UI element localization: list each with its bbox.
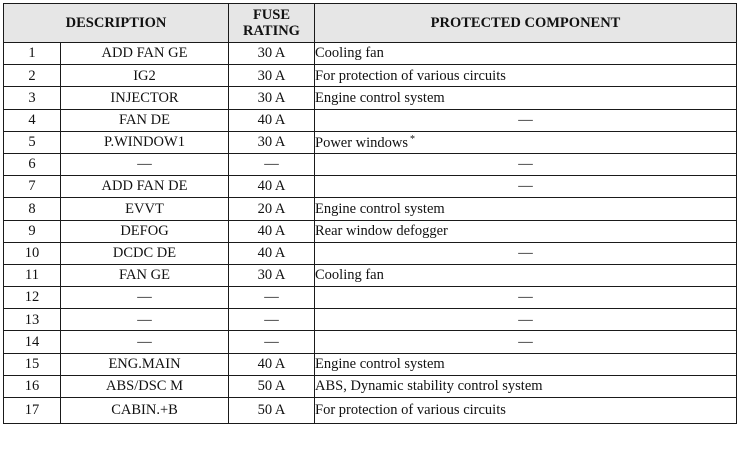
protected-component-cell: [315, 309, 737, 331]
table-row: [4, 176, 737, 198]
fuse-number-cell: 8: [4, 198, 61, 220]
protected-component-cell: [315, 65, 737, 87]
table-row: [4, 220, 737, 242]
protected-component-cell: [315, 220, 737, 242]
protected-component-text: —: [518, 289, 533, 306]
fuse-table: [3, 3, 737, 424]
table-row: [4, 375, 737, 397]
description-cell: —: [61, 331, 229, 353]
fuse-number-cell: 17: [4, 398, 61, 424]
protected-component-text: —: [518, 111, 533, 128]
protected-component-text: —: [518, 333, 533, 350]
protected-component-cell: [315, 287, 737, 309]
table-row: [4, 242, 737, 264]
fuse-rating-cell: 40 A: [229, 109, 315, 131]
fuse-rating-cell: —: [229, 309, 315, 331]
header-fuse-rating: [229, 4, 315, 43]
protected-component-text: Rear window defogger: [315, 222, 448, 239]
description-cell: —: [61, 153, 229, 175]
table-row: [4, 131, 737, 153]
table-row: [4, 287, 737, 309]
fuse-rating-cell: 40 A: [229, 176, 315, 198]
protected-component-cell: [315, 198, 737, 220]
fuse-rating-cell: 50 A: [229, 398, 315, 424]
protected-component-cell: [315, 131, 737, 153]
protected-component-cell: [315, 331, 737, 353]
fuse-rating-cell: 50 A: [229, 375, 315, 397]
protected-component-text: Engine control system: [315, 89, 445, 106]
fuse-number-cell: 7: [4, 176, 61, 198]
protected-component-cell: [315, 109, 737, 131]
fuse-number-cell: 14: [4, 331, 61, 353]
table-row: [4, 153, 737, 175]
protected-component-text: Power windows: [315, 134, 409, 151]
fuse-rating-cell: —: [229, 287, 315, 309]
table-row: [4, 109, 737, 131]
fuse-rating-cell: 30 A: [229, 65, 315, 87]
protected-component-text: For protection of various circuits: [315, 402, 506, 419]
table-row: [4, 398, 737, 424]
fuse-rating-cell: 30 A: [229, 131, 315, 153]
table-body: [4, 43, 737, 424]
table-row: [4, 87, 737, 109]
description-cell: INJECTOR: [61, 87, 229, 109]
description-cell: ABS/DSC M: [61, 375, 229, 397]
description-cell: DEFOG: [61, 220, 229, 242]
protected-component-cell: [315, 153, 737, 175]
fuse-number-cell: 16: [4, 375, 61, 397]
protected-component-cell: [315, 176, 737, 198]
fuse-rating-cell: —: [229, 153, 315, 175]
description-cell: IG2: [61, 65, 229, 87]
protected-component-text: Engine control system: [315, 355, 445, 372]
fuse-number-cell: 3: [4, 87, 61, 109]
header-fuse-rating-line1: FUSE: [252, 7, 291, 23]
header-row: [4, 4, 737, 43]
fuse-rating-cell: 30 A: [229, 87, 315, 109]
description-cell: DCDC DE: [61, 242, 229, 264]
protected-component-cell: [315, 353, 737, 375]
description-cell: ADD FAN GE: [61, 43, 229, 65]
fuse-number-cell: 4: [4, 109, 61, 131]
fuse-rating-cell: 30 A: [229, 43, 315, 65]
header-fuse-rating-line2: RATING: [243, 23, 300, 39]
description-cell: —: [61, 309, 229, 331]
protected-component-text: Cooling fan: [315, 267, 384, 284]
protected-component-cell: [315, 87, 737, 109]
footnote-marker: *: [410, 133, 416, 145]
protected-component-text: —: [518, 156, 533, 173]
description-cell: P.WINDOW1: [61, 131, 229, 153]
protected-component-text: —: [518, 245, 533, 262]
header-protected-component: PROTECTED COMPONENT: [315, 4, 737, 43]
protected-component-cell: [315, 242, 737, 264]
protected-component-text: For protection of various circuits: [315, 67, 506, 84]
fuse-number-cell: 1: [4, 43, 61, 65]
fuse-rating-cell: —: [229, 331, 315, 353]
protected-component-text: —: [518, 311, 533, 328]
protected-component-cell: [315, 264, 737, 286]
table-row: [4, 353, 737, 375]
protected-component-text: —: [518, 178, 533, 195]
protected-component-cell: [315, 398, 737, 424]
description-cell: FAN GE: [61, 264, 229, 286]
protected-component-text: ABS, Dynamic stability control system: [315, 378, 543, 395]
description-cell: CABIN.+B: [61, 398, 229, 424]
fuse-rating-cell: 40 A: [229, 242, 315, 264]
fuse-number-cell: 2: [4, 65, 61, 87]
table-header: [4, 4, 737, 43]
header-description: DESCRIPTION: [4, 4, 229, 43]
description-cell: ADD FAN DE: [61, 176, 229, 198]
fuse-rating-cell: 40 A: [229, 353, 315, 375]
description-cell: ENG.MAIN: [61, 353, 229, 375]
fuse-rating-cell: 20 A: [229, 198, 315, 220]
protected-component-text: Cooling fan: [315, 45, 384, 62]
fuse-number-cell: 6: [4, 153, 61, 175]
protected-component-cell: [315, 43, 737, 65]
description-cell: EVVT: [61, 198, 229, 220]
fuse-number-cell: 5: [4, 131, 61, 153]
fuse-number-cell: 15: [4, 353, 61, 375]
description-cell: —: [61, 287, 229, 309]
fuse-rating-cell: 40 A: [229, 220, 315, 242]
table-row: [4, 43, 737, 65]
fuse-number-cell: 12: [4, 287, 61, 309]
fuse-number-cell: 11: [4, 264, 61, 286]
fuse-number-cell: 13: [4, 309, 61, 331]
table-row: [4, 309, 737, 331]
table-row: [4, 264, 737, 286]
table-row: [4, 65, 737, 87]
fuse-rating-cell: 30 A: [229, 264, 315, 286]
description-cell: FAN DE: [61, 109, 229, 131]
table-row: [4, 331, 737, 353]
fuse-number-cell: 10: [4, 242, 61, 264]
protected-component-cell: [315, 375, 737, 397]
table-row: [4, 198, 737, 220]
fuse-number-cell: 9: [4, 220, 61, 242]
protected-component-text: Engine control system: [315, 200, 445, 217]
